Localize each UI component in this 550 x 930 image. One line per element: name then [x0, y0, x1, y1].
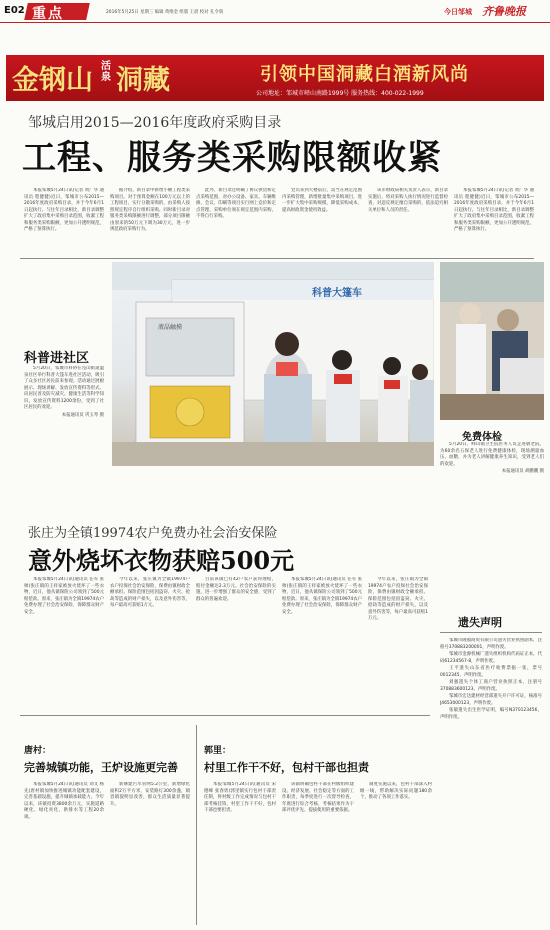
sidebar-top-body — [24, 366, 104, 468]
sidebar-right-body — [440, 442, 544, 504]
photo-illustration — [112, 262, 434, 466]
notice-item: 张敏遗失出生医学证明，编号N370123456，声明作废。 — [440, 708, 542, 720]
bottom-right-paragraph: 本报邹城5月24日讯(通讯员 宋德峰 张春勇)郭里镇实行包村干部责任制，将村级工作完成情况与包村干部考核挂钩，村里工作干不好，包村干部也要担责。 — [204, 782, 276, 813]
bottom-vertical-rule — [196, 725, 197, 925]
bottom-divider — [20, 715, 430, 716]
bottom-right-paragraph: 制度实施以来，包村干部深入村级一线，帮助解决实际问题180余个，推动了各项工作落实。 — [360, 782, 432, 800]
notice-title: 遗失声明 — [458, 616, 502, 629]
article2-paragraph: 本报邹城5月24日讯(通讯员 任军 张帅)张庄镇的王祥家被放火烧坏了一些衣物，近日，他从镇保险公司领到了500元赔偿款。原来，张庄镇为全镇19974农户免费办理了社会治安保险，保障群众财产安全。 — [282, 577, 362, 615]
ad-banner — [6, 55, 544, 101]
dateline: 2016年5月25日 星期三 编辑 黄维金 组版 王晨 校对 孔令萌 — [106, 10, 224, 15]
main-body-col2 — [110, 188, 190, 250]
article2-kicker: 张庄为全镇19974农户免费办社会治安保险 — [28, 526, 278, 541]
notice-item: 刘强遗失个体工商户营业执照正本，注册号370883600123，声明作废。 — [440, 680, 542, 692]
paper-name: 齐鲁晚报 — [482, 5, 526, 18]
bottom-right-col3 — [360, 782, 432, 928]
article2-paragraph: 目前该镇已有42户农户获得理赔，赔付金额达2.3万元。社会治安保险的实施，进一步增强了群众的安全感，受到了群众的普遍欢迎。 — [196, 577, 276, 602]
notice-list — [440, 638, 542, 928]
bottom-left-headline: 完善城镇功能，王炉设施更完善 — [24, 761, 178, 774]
notice-item: 邹城市金源机械厂遗失组织机构代码证正本，代码61234567-8，声明作废。 — [440, 652, 542, 664]
article2-col2 — [110, 577, 190, 707]
ad-slogan: 引领中国洞藏白酒新风尚 — [260, 64, 469, 85]
bottom-right-paragraph: 该镇明确包村干部在村级组织建设、经济发展、社会稳定等方面的工作职责，每季度进行一次督导检查，年底进行综合考核，考核结果作为干部评优评先、提拔使用的重要依据。 — [282, 782, 354, 813]
main-paragraph: 此外，新目录还明确了协议供货和定点采购范围，对办公设备、家具、车辆维修、会议、印刷等项目实行网上竞价和定点管理，采购单位须在规定范围内采购，不得自行采购。 — [196, 188, 276, 219]
bottom-right-headline: 村里工作干不好，包村干部也担责 — [204, 761, 369, 774]
article2-col5 — [368, 577, 428, 707]
ad-brand-right: 洞藏 — [116, 65, 170, 96]
main-body-col1 — [24, 188, 104, 250]
photo-credit: 本报通讯员 胡鹏鹏 摄 — [501, 469, 544, 474]
page-header — [0, 0, 550, 22]
van-banner-text: 科普大篷车 — [312, 288, 362, 299]
bottom-right-col1 — [204, 782, 276, 928]
health-photo — [440, 262, 544, 420]
main-paragraph: 据介绍，新目录中新增小额工程类采购项目。对于预算金额在100万元以上的工程项目，实行分散采购的，由采购人按照规定程序自行组织采购。同时新目录对服务类采购限额进行调整，部分项目限额由原来的50万元下调为30万元，进一步规范政府采购行为。 — [110, 188, 190, 232]
bottom-left-paragraph: 本报邹城5月24日讯(通讯员 刘文 杨先)唐村镇加快推进城镇功能配套建设，完善基础设施，提升城镇承载能力。今年以来，该镇投资3800余万元，实施道路硬化、绿化亮化、供排水等工程20余项。 — [24, 782, 104, 820]
main-body-col3 — [196, 188, 276, 250]
kiosk-label: 液晶触摸 — [158, 324, 183, 331]
article2-paragraph: 本报邹城5月24日讯(通讯员 任军 张帅)张庄镇的王祥家被放火烧坏了一些衣物，近日，他从镇保险公司领到了500元赔偿款。原来，张庄镇为全镇19974农户免费办理了社会治安保险，保障群众财产安全。 — [24, 577, 104, 615]
main-body-col5 — [368, 188, 448, 250]
article2-paragraph: 今年以来，张庄镇为全镇19974户农户投保社会治安保险，保费由镇财政全额承担。保险范围包括因盗窃、火灾、抢劫等造成的财产损失，以及意外伤害等，每户最高可获赔1万元。 — [110, 577, 190, 608]
notice-item: 王平遗失山东省医疗收费票据一张，票号0012345，声明作废。 — [440, 666, 542, 678]
bottom-left-col2 — [110, 782, 190, 928]
notice-box — [438, 612, 544, 930]
header-rule — [0, 22, 550, 23]
main-kicker: 邹城启用2015—2016年度政府采购目录 — [28, 115, 282, 131]
main-body-col6 — [454, 188, 534, 250]
page-number: E02 — [4, 5, 25, 16]
main-headline: 工程、服务类采购限额收紧 — [22, 138, 442, 178]
sidebar-right-paragraph: 5月20日，峄山镇卫生院医务人员走进敬老院，为60余名五保老人进行免费健康体检，现场测量血压、血糖，并为老人讲解健康养生知识，受到老人们的欢迎。 — [440, 442, 544, 467]
section-divider — [20, 258, 534, 259]
article2-headline: 意外烧坏衣物获赔500元 — [28, 546, 295, 575]
bottom-left-tag: 唐村： — [24, 746, 52, 756]
bottom-left-col1 — [24, 782, 104, 928]
sidebar-top-paragraph: 5月20日，邹城市科协在凫山街道温泉社区举行科普大篷车进社区活动，吸引了众多社区居民前来参观。活动通过展板展示、现场讲解、发放宣传资料等形式，向居民普及防灾减灾、健康生活等科学知识，发放宣传资料1200余份，受到了社区居民的欢迎。 — [24, 366, 104, 410]
sidebar-right-title: 免费体检 — [462, 432, 502, 443]
article2-paragraph: 今年以来，张庄镇为全镇19974户农户投保社会治安保险，保费由镇财政全额承担。保险范围包括因盗窃、火灾、抢劫等造成的财产损失，以及意外伤害等，每户最高可获赔1万元。 — [368, 577, 428, 621]
article2-col1 — [24, 577, 104, 707]
main-paragraph: 本报邹城5月24日讯(记者 黄广华 通讯员 程健健)近日，邹城市公布2015—2016年度政府采购目录，并于今年6月1日起执行。与往年目录相比，新目录调整扩大了政府集中采购目录范围，收紧工程和服务类采购限额，更加公开透明规范，严格了预算执行。 — [24, 188, 104, 232]
notice-rule — [440, 632, 542, 633]
bottom-right-col2 — [282, 782, 354, 928]
notice-item: 邹城市隆福商贸有限公司遗失营业执照副本，注册号370883200001，声明作废。 — [440, 638, 542, 650]
ad-brand-small: 活泉 — [101, 61, 111, 83]
edition-label: 今日邹城 — [444, 8, 472, 16]
main-paragraph: 本报邹城5月24日讯(记者 黄广华 通讯员 程健健)近日，邹城市公布2015—2016年度政府采购目录，并于今年6月1日起执行。与往年目录相比，新目录调整扩大了政府集中采购目录范围，收紧工程和服务类采购限额，更加公开透明规范，严格了预算执行。 — [454, 188, 534, 232]
photo-credit: 本报通讯员 巩玉琴 摄 — [61, 412, 104, 418]
bottom-right-tag: 郭里： — [204, 746, 232, 756]
main-body-col4 — [282, 188, 362, 250]
main-paragraph: 党员来到大楼前后，需当在规定范围内采购管理，新增批量集中采购项目，进一步扩大集中采购规模，降低采购成本，提高财政资金使用效益。 — [282, 188, 362, 213]
ad-brand-left: 金钢山 — [12, 65, 93, 96]
section-title: 重点 — [32, 6, 64, 22]
notice-item: 邹城市宏达建材经营部遗失开户许可证，核准号J4653000123，声明作废。 — [440, 694, 542, 706]
main-paragraph: 该市财政局相关负责人表示，新目录实施后，将对采购人执行情况进行监督检查，对违反规定擅自采购的，依法追究相关单位和人员的责任。 — [368, 188, 448, 213]
ad-contact: 公司地址：邹城市峄山南路1999号 服务热线：400-022-1999 — [256, 90, 424, 97]
news-photo — [112, 262, 434, 466]
article2-col4 — [282, 577, 362, 707]
bottom-left-paragraph: 新修建污水管网5.2公里，新增绿化面积2万平方米，安装路灯300余盏，镇容镇貌明显改善，群众生活质量显著提升。 — [110, 782, 190, 807]
sidebar-top-title: 科普进社区 — [24, 351, 90, 366]
health-illustration — [440, 262, 544, 420]
article2-col3 — [196, 577, 276, 707]
